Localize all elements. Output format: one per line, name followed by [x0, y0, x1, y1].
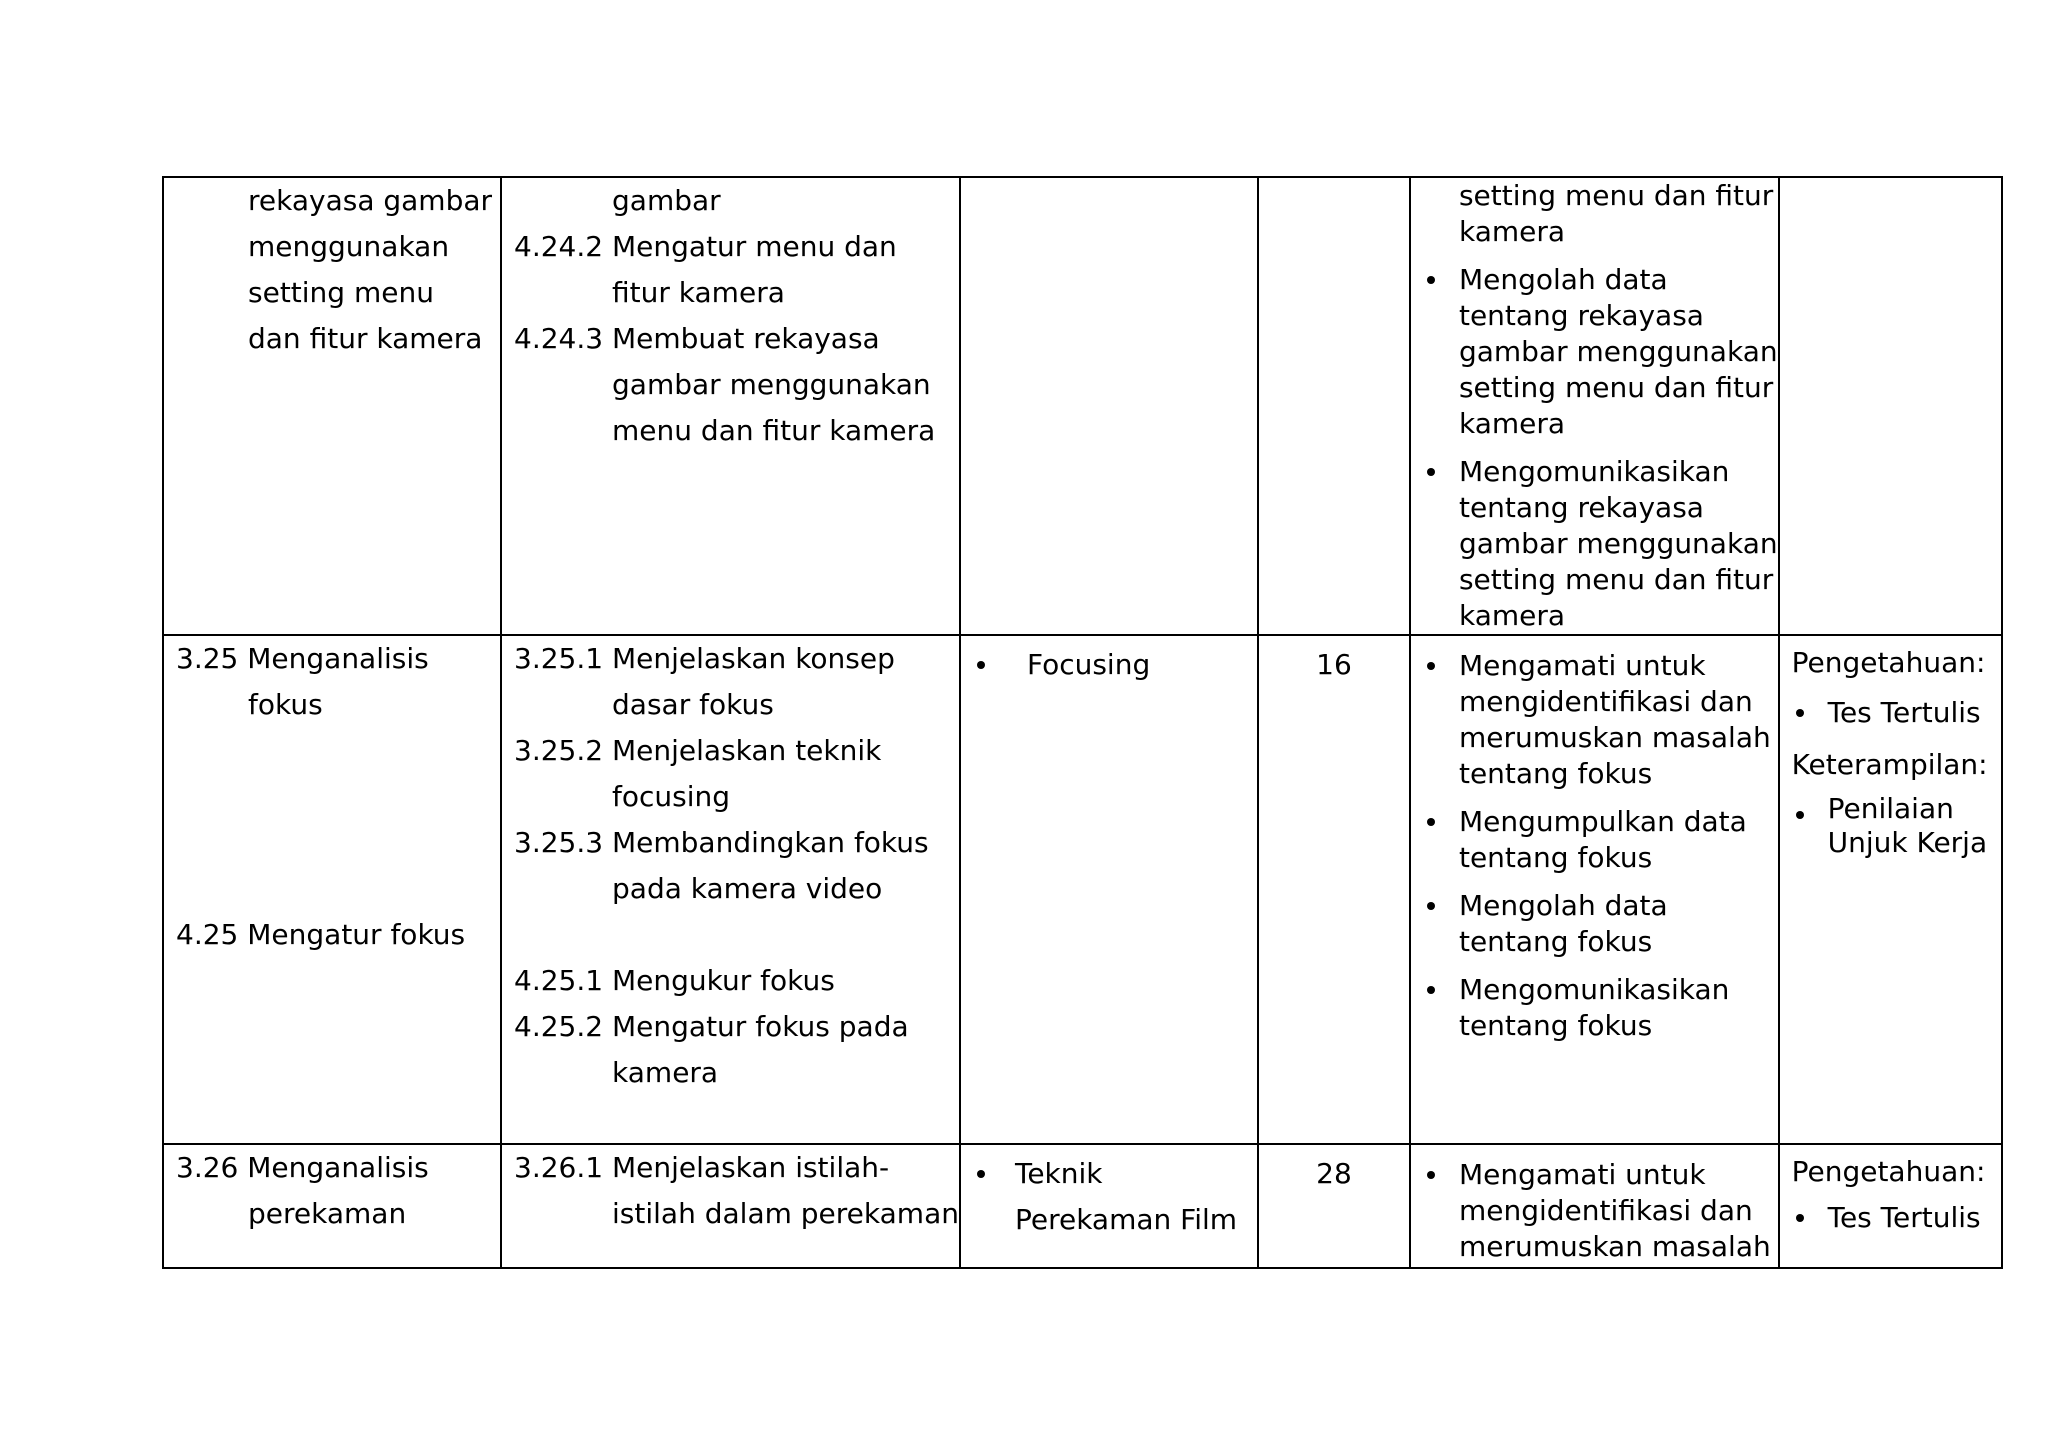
kd-cell	[163, 1144, 501, 1268]
kd-number: 3.26	[176, 1151, 239, 1184]
kd-line: rekayasa gambar	[248, 184, 493, 217]
list-item	[1411, 972, 1778, 1044]
list-item	[1411, 1157, 1778, 1265]
material-list	[961, 1151, 1257, 1243]
material-text: Focusing	[1026, 648, 1151, 681]
indicator-line: pada kamera video	[612, 872, 883, 905]
material-cell	[960, 1144, 1258, 1268]
assessment-cell	[1779, 177, 2002, 635]
time-cell	[1258, 1144, 1410, 1268]
indicator-line	[514, 958, 959, 1004]
table-row	[163, 177, 2002, 635]
time-cell	[1258, 177, 1410, 635]
kd-line	[176, 912, 492, 958]
activity-line: setting menu dan fitur	[1458, 563, 1774, 596]
activity-line: tentang fokus	[1458, 841, 1653, 874]
activity-line: Mengomunikasikan	[1458, 455, 1730, 488]
assessment-item: Tes Tertulis	[1827, 696, 1981, 729]
activity-line: setting menu dan fitur	[1458, 179, 1774, 212]
kd-line: menggunakan	[248, 230, 450, 263]
kd-line: fokus	[248, 688, 323, 721]
kd-cell	[163, 635, 501, 1144]
activity-continuation	[1411, 178, 1778, 250]
indicator-line	[514, 636, 959, 682]
kd-text: Menganalisis	[247, 1151, 429, 1184]
material-list	[961, 642, 1257, 688]
assessment-block	[1780, 640, 2001, 860]
indicator-number: 3.25.2	[514, 734, 604, 767]
indicator-line: menu dan fitur kamera	[612, 414, 936, 447]
indicator-number: 3.25.3	[514, 826, 604, 859]
indicator-text: Mengatur menu dan	[612, 230, 897, 263]
indicator-line	[514, 224, 959, 270]
indicator-line: kamera	[612, 1056, 719, 1089]
list-item	[1411, 262, 1778, 442]
list-item	[1411, 454, 1778, 634]
indicator-number: 4.24.3	[514, 322, 604, 355]
activity-line: tentang rekayasa	[1458, 299, 1704, 332]
list-item	[1780, 792, 2001, 860]
activity-line: Mengolah data	[1458, 263, 1668, 296]
activity-line: tentang fokus	[1458, 1009, 1653, 1042]
list-item	[1411, 888, 1778, 960]
indicator-number: 4.25.1	[514, 964, 604, 997]
indicator-line	[514, 728, 959, 774]
assessment-cell	[1779, 635, 2002, 1144]
assessment-list	[1780, 792, 2001, 860]
material-text: Perekaman Film	[1014, 1203, 1238, 1236]
kd-text: Menganalisis	[247, 642, 429, 675]
indicator-line	[514, 1145, 959, 1191]
indicator-text: Menjelaskan konsep	[612, 642, 895, 675]
material-cell	[960, 177, 1258, 635]
indicator-line: gambar menggunakan	[612, 368, 931, 401]
assessment-item: Unjuk Kerja	[1827, 826, 1988, 859]
activity-line: kamera	[1458, 407, 1566, 440]
activity-line: Mengumpulkan data	[1458, 805, 1747, 838]
kd-line: dan fitur kamera	[248, 322, 483, 355]
indicator-line: dasar fokus	[612, 688, 774, 721]
activity-line: tentang fokus	[1458, 925, 1653, 958]
indicator-number: 3.25.1	[514, 642, 604, 675]
assessment-heading: Keterampilan:	[1791, 748, 1988, 781]
indicator-number: 4.24.2	[514, 230, 604, 263]
indicator-line: gambar	[612, 184, 721, 217]
assessment-item: Tes Tertulis	[1827, 1201, 1981, 1234]
indicator-text: Menjelaskan istilah-	[612, 1151, 890, 1184]
indicator-line	[514, 1004, 959, 1050]
list-item	[1780, 690, 2001, 736]
indicator-text: Menjelaskan teknik	[612, 734, 882, 767]
assessment-list	[1780, 1195, 2001, 1241]
indicator-text: Membandingkan fokus	[612, 826, 929, 859]
activity-line: Mengolah data	[1458, 889, 1668, 922]
indicator-text: Mengatur fokus pada	[612, 1010, 909, 1043]
kd-text: Mengatur fokus	[247, 918, 466, 951]
list-item	[1411, 648, 1778, 792]
list-item	[961, 642, 1257, 688]
kd-cell	[163, 177, 501, 635]
indicator-cell	[501, 177, 960, 635]
activity-line: Mengamati untuk	[1458, 649, 1706, 682]
indicator-number: 4.25.2	[514, 1010, 604, 1043]
kd-line	[176, 636, 492, 682]
list-item	[1780, 1195, 2001, 1241]
syllabus-table	[162, 176, 2003, 1269]
indicator-text: Membuat rekayasa	[612, 322, 880, 355]
time-value: 28	[1316, 1157, 1352, 1190]
activity-list	[1411, 1157, 1778, 1265]
activity-line: Mengamati untuk	[1458, 1158, 1706, 1191]
material-text: Teknik	[1014, 1157, 1103, 1190]
kd-line: perekaman	[248, 1197, 407, 1230]
list-item	[1411, 804, 1778, 876]
time-value: 16	[1316, 648, 1352, 681]
indicator-cell	[501, 1144, 960, 1268]
assessment-block	[1780, 1149, 2001, 1241]
assessment-item: Penilaian	[1827, 792, 1954, 825]
activity-line: merumuskan masalah	[1458, 721, 1771, 754]
activity-cell	[1410, 1144, 1779, 1268]
activity-line: kamera	[1458, 215, 1566, 248]
time-cell	[1258, 635, 1410, 1144]
indicator-text: Mengukur fokus	[612, 964, 835, 997]
kd-number: 4.25	[176, 918, 239, 951]
table-row	[163, 1144, 2002, 1268]
indicator-line: istilah dalam perekaman	[612, 1197, 959, 1230]
activity-line: kamera	[1458, 599, 1566, 632]
assessment-cell	[1779, 1144, 2002, 1268]
activity-line: gambar menggunakan	[1458, 335, 1778, 368]
kd-number: 3.25	[176, 642, 239, 675]
activity-line: mengidentifikasi dan	[1458, 1194, 1753, 1227]
indicator-line	[514, 316, 959, 362]
list-item	[961, 1151, 1257, 1243]
assessment-list	[1780, 690, 2001, 736]
indicator-line	[514, 820, 959, 866]
material-cell	[960, 635, 1258, 1144]
activity-line: tentang fokus	[1458, 757, 1653, 790]
activity-cell	[1410, 177, 1779, 635]
indicator-line: fitur kamera	[612, 276, 785, 309]
activity-list	[1411, 648, 1778, 1044]
activity-line: Mengomunikasikan	[1458, 973, 1730, 1006]
indicator-line: focusing	[612, 780, 731, 813]
activity-line: mengidentifikasi dan	[1458, 685, 1753, 718]
activity-line: gambar menggunakan	[1458, 527, 1778, 560]
activity-list	[1411, 262, 1778, 634]
activity-line: setting menu dan fitur	[1458, 371, 1774, 404]
kd-line	[176, 1145, 492, 1191]
activity-cell	[1410, 635, 1779, 1144]
assessment-heading: Pengetahuan:	[1791, 646, 1986, 679]
indicator-number: 3.26.1	[514, 1151, 604, 1184]
kd-line: setting menu	[248, 276, 434, 309]
assessment-heading: Pengetahuan:	[1791, 1155, 1986, 1188]
activity-line: merumuskan masalah	[1458, 1230, 1771, 1263]
indicator-cell	[501, 635, 960, 1144]
activity-line: tentang rekayasa	[1458, 491, 1704, 524]
table-row	[163, 635, 2002, 1144]
